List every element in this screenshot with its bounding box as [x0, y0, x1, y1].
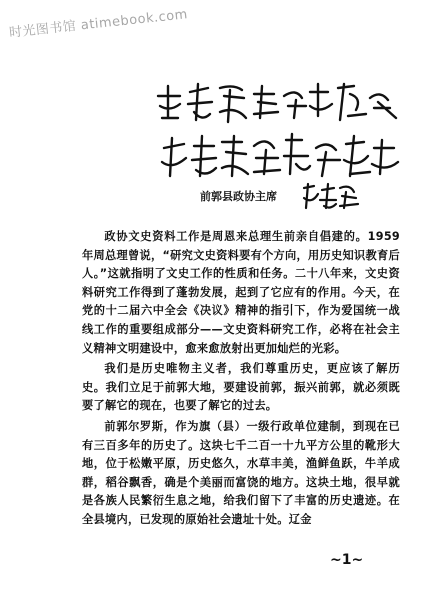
paragraph: 我们是历史唯物主义者，我们尊重历史，更应该了解历史。我们立足于前郭大地，要建设前郭，振兴前郭，就必须既要了解它的现在，也要了解它的过去。: [82, 362, 400, 413]
article-body: [82, 228, 400, 532]
page-number: ~1~: [330, 552, 364, 568]
author-byline: 前郭县政协主席: [200, 190, 277, 203]
calligraphy-inscription: [150, 78, 400, 198]
watermark: 时光图书馆 atimebook.com: [8, 7, 189, 41]
paragraph: 前郭尔罗斯，作为旗（县）一级行政单位建制，到现在已有三百多年的历史了。这块七千二百一十九平方公里的靴形大地，位于松嫩平原，历史悠久，水草丰美，渔鲜鱼跃，牛羊成群，稻谷飘香，确是个美丽而富饶的地方。这块土地，很早就是各族人民繁衍生息之地，给我们留下了丰富的历史遗迹。在全县境内，已发现的原始社会遗址十处。辽金: [82, 419, 400, 526]
signature: [300, 180, 360, 212]
paragraph: 政协文史资料工作是周恩来总理生前亲自倡建的。1959年周总理曾说，“研究文史资料要有个方向，用历史知识教育后人。”这就指明了文史工作的性质和任务。二十八年来，文史资料研究工作得到了蓬勃发展，起到了它应有的作用。今天，在党的十二届六中全会《决议》精神的指引下，作为爱国统一战线工作的重要组成部分——文史资料研究工作，必将在社会主义精神文明建设中，愈来愈放射出更加灿烂的光彩。: [82, 230, 400, 355]
